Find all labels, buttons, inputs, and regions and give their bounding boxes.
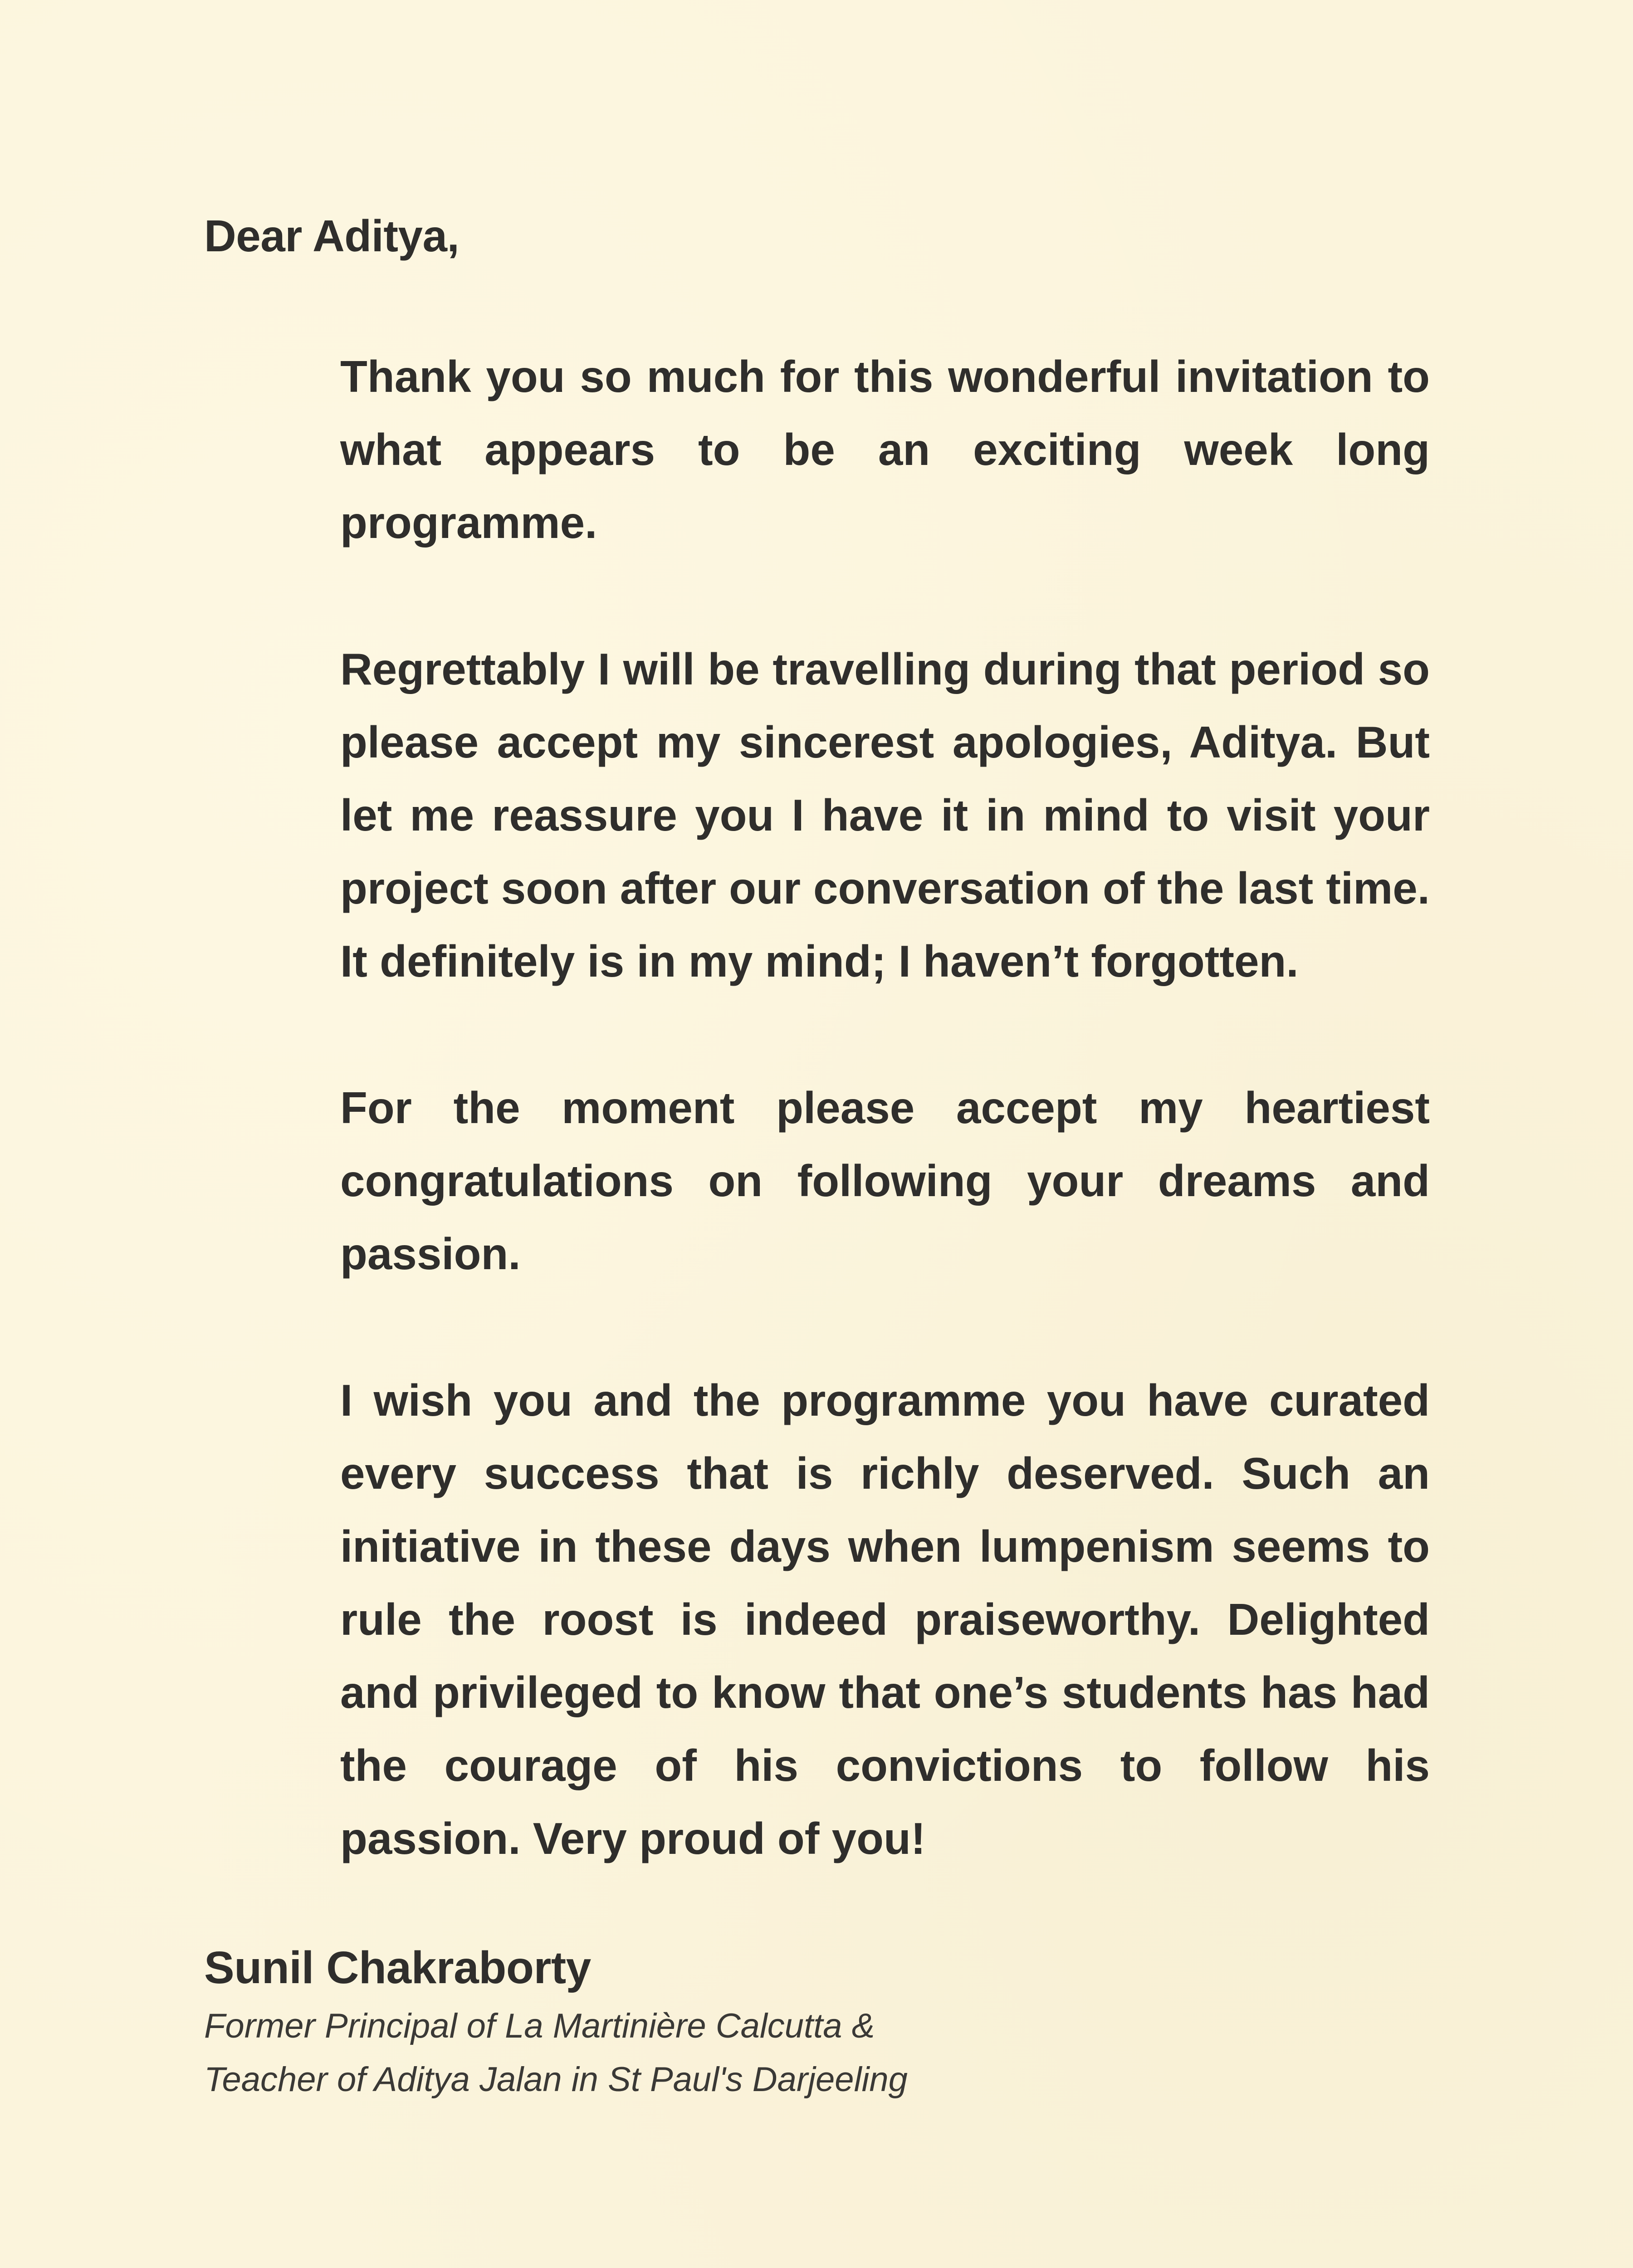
signatory-title-line-2: Teacher of Aditya Jalan in St Paul's Darjeeling (204, 2060, 908, 2099)
signature-block (204, 1936, 1429, 2107)
salutation: Dear Aditya, (204, 211, 460, 261)
paragraph-good-wishes: I wish you and the programme you have curated every success that is richly deserved. Such an initiative in these days when lumpenism seems to rule the roost is indeed praiseworthy. Delighted and privileged to know that one’s students has had the courage of his convictions to follow his passion. Very proud of you! (340, 1375, 1430, 1863)
paragraph-congratulations: For the moment please accept my heartiest congratulations on following your dreams and passion. (340, 1083, 1430, 1279)
letter-body (340, 340, 1430, 1875)
letter (204, 200, 1429, 2107)
paragraph-apology: Regrettably I will be travelling during that period so please accept my sincerest apologies, Aditya. But let me reassure you I have it in mind to visit your project soon after our conversation of the last time. It definitely is in my mind; I haven’t forgotten. (340, 644, 1430, 986)
signatory-title-line-1: Former Principal of La Martinière Calcutta & (204, 2007, 875, 2045)
signatory-name: Sunil Chakraborty (204, 1942, 591, 1993)
paragraph-invitation-thanks: Thank you so much for this wonderful invitation to what appears to be an exciting week long programme. (340, 352, 1430, 547)
